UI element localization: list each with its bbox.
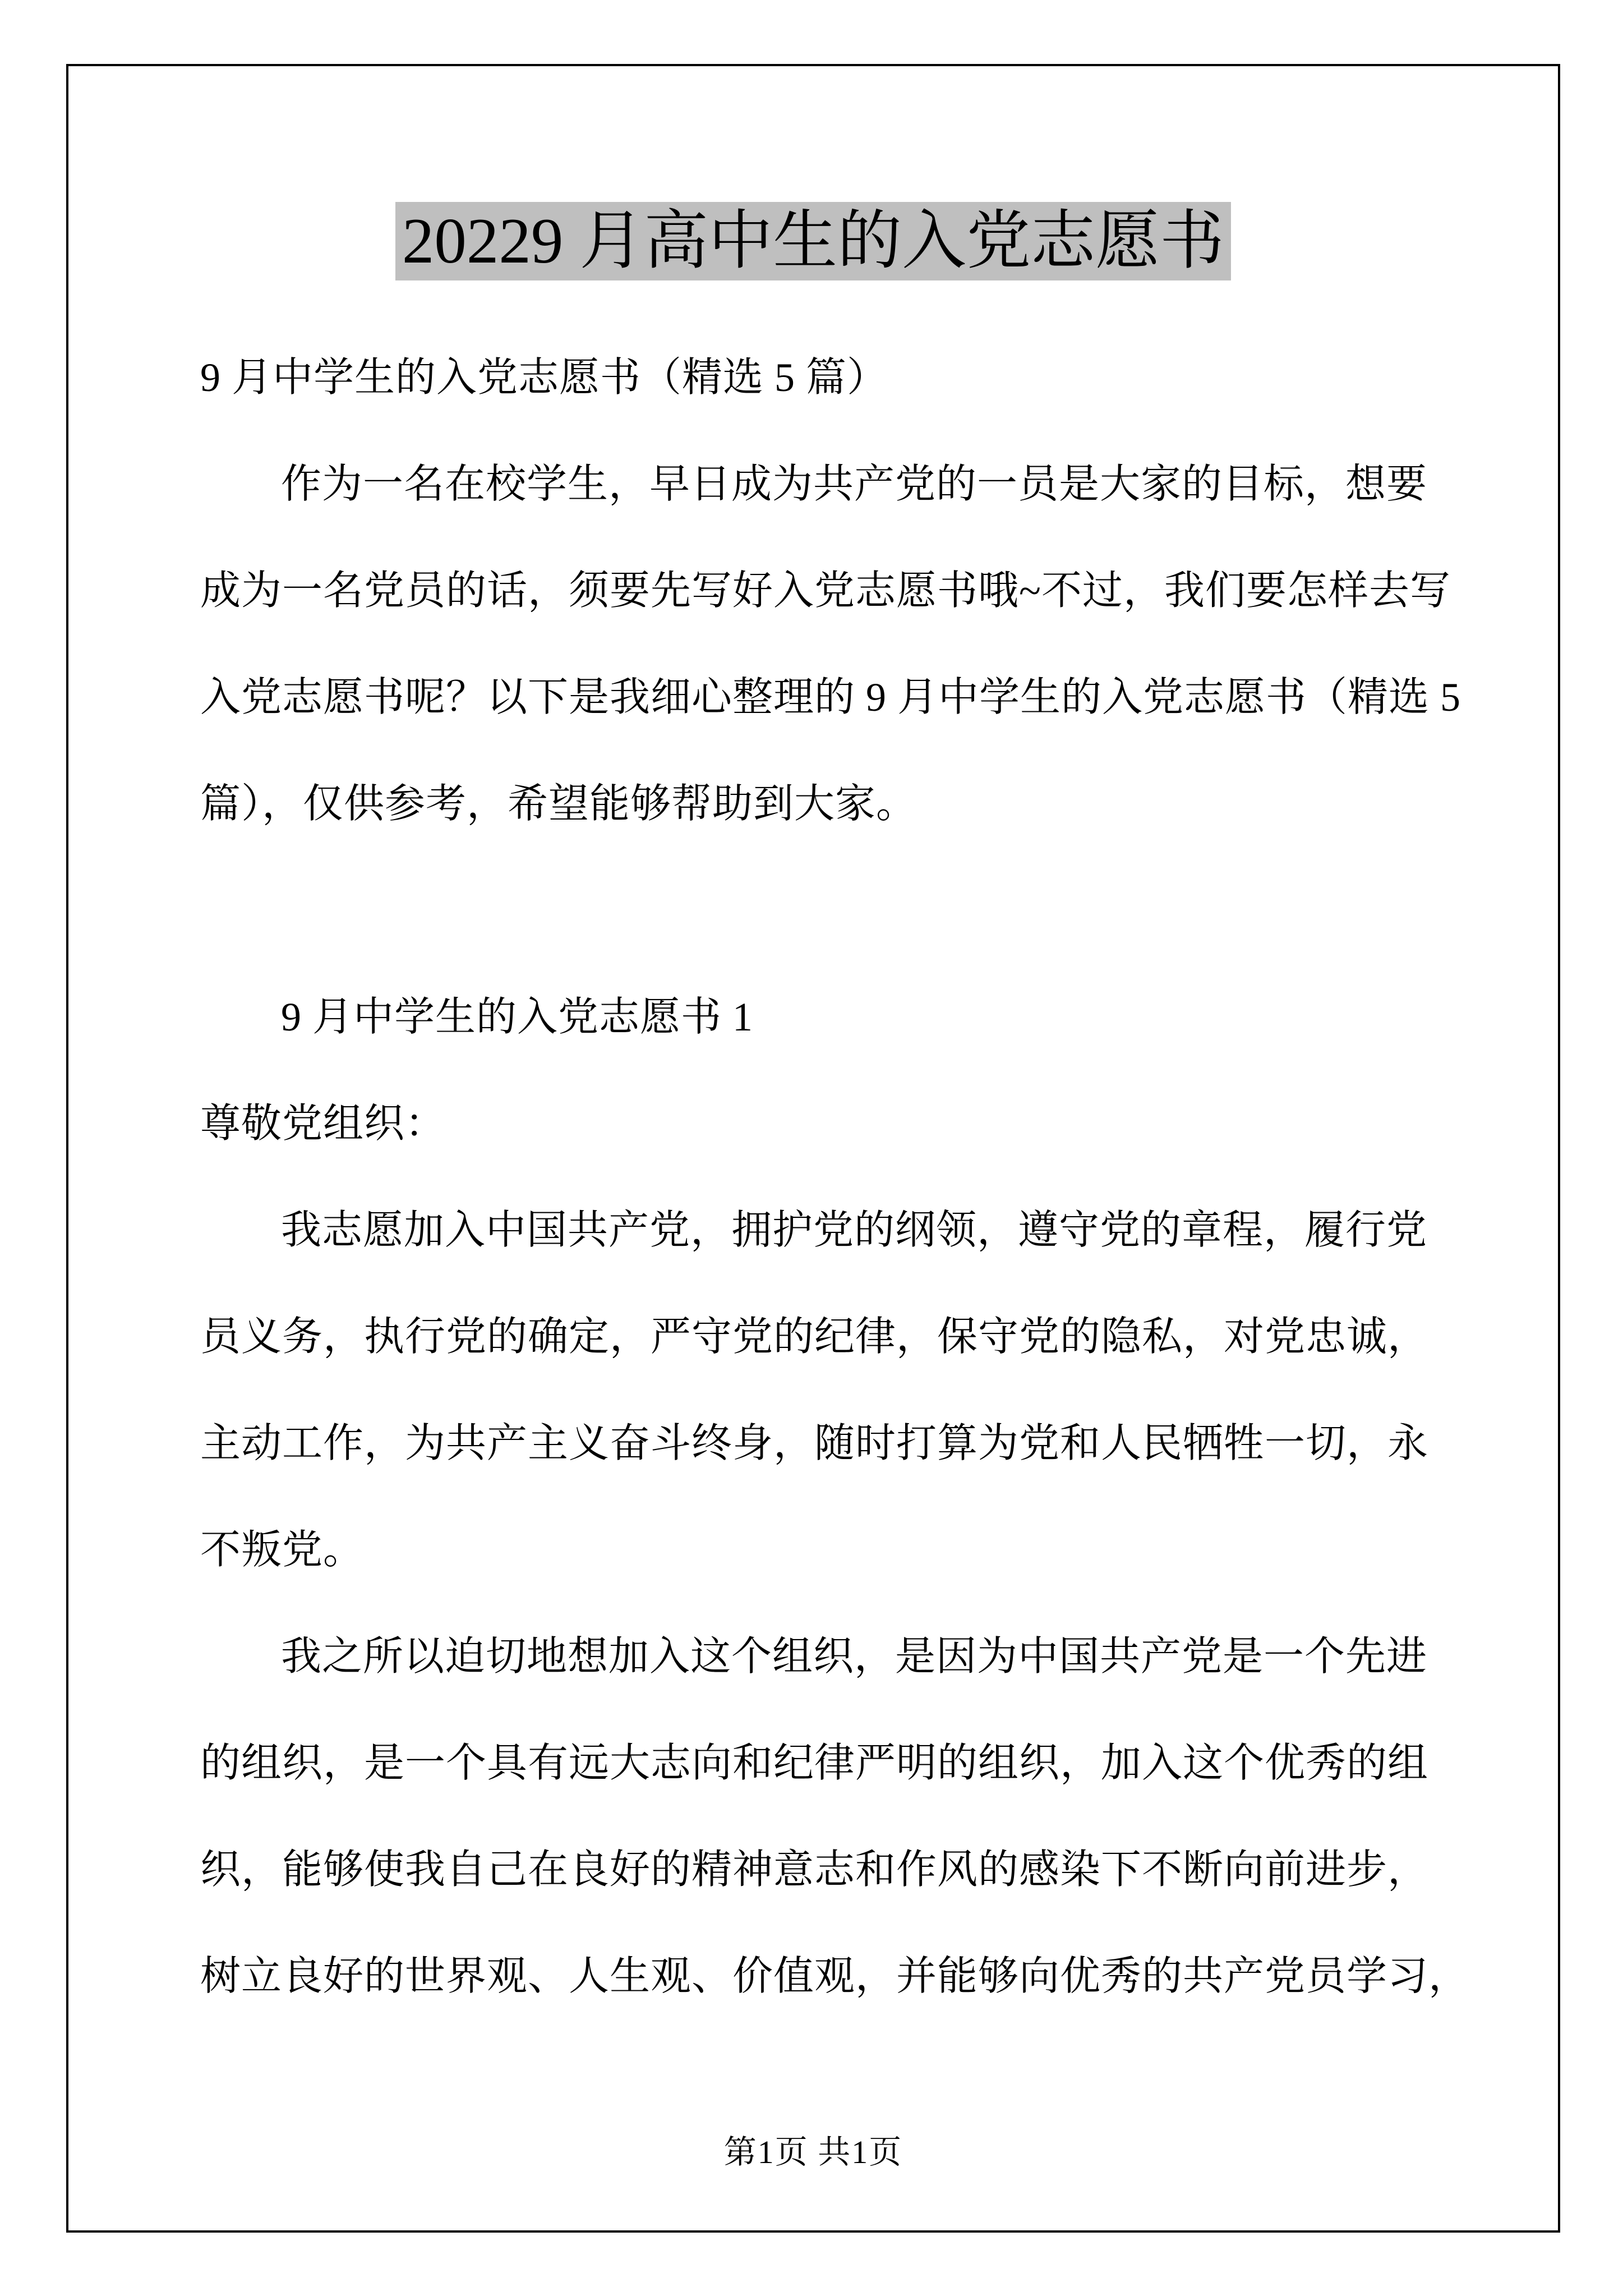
text-line: 不叛党。 (200, 1527, 365, 1572)
document-body (200, 324, 1470, 2030)
text-line: 尊敬党组织： (200, 1101, 446, 1146)
text-line: 入党志愿书呢？以下是我细心整理的 9 月中学生的入党志愿书（精选 5 (200, 675, 1461, 720)
title-row (66, 202, 1560, 280)
text-line: 9 月中学生的入党志愿书 1 (281, 995, 754, 1039)
text-line: 织，能够使我自己在良好的精神意志和作风的感染下不断向前进步， (200, 1847, 1429, 1892)
text-line: 的组织，是一个具有远大志向和纪律严明的组织，加入这个优秀的组 (200, 1741, 1429, 1786)
blank-line (200, 857, 1434, 964)
text-line: 主动工作，为共产主义奋斗终身，随时打算为党和人民牺牲一切，永 (200, 1421, 1429, 1466)
text-line: 树立良好的世界观、人生观、价值观，并能够向优秀的共产党员学习， (200, 1954, 1470, 1999)
text-line: 成为一名党员的话，须要先写好入党志愿书哦~不过，我们要怎样去写 (200, 568, 1451, 613)
document-title: 20229 月高中生的入党志愿书 (395, 202, 1231, 280)
page-number-footer: 第1页 共1页 (723, 2134, 903, 2170)
text-line: 员义务，执行党的确定，严守党的纪律，保守党的隐私，对党忠诚， (200, 1314, 1429, 1359)
text-line: 9 月中学生的入党志愿书（精选 5 篇） (200, 355, 888, 400)
text-line: 篇），仅供参考，希望能够帮助到大家。 (200, 781, 917, 826)
text-line: 我志愿加入中国共产党，拥护党的纲领，遵守党的章程，履行党 (281, 1208, 1428, 1253)
text-line: 作为一名在校学生，早日成为共产党的一员是大家的目标，想要 (281, 462, 1428, 507)
text-line: 我之所以迫切地想加入这个组织，是因为中国共产党是一个先进 (281, 1634, 1428, 1679)
